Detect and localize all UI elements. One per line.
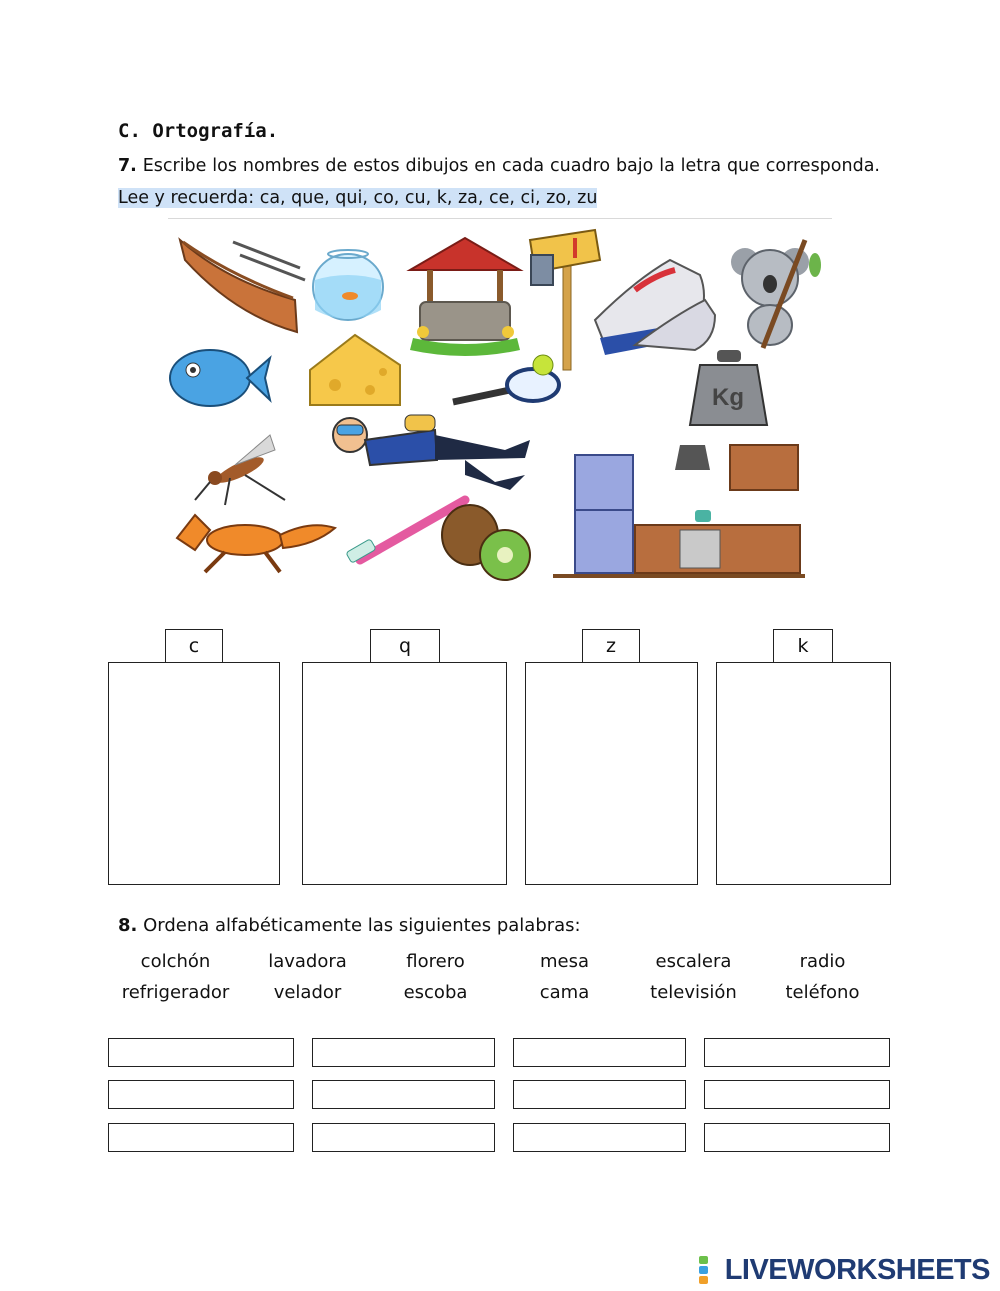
answer-box-k[interactable]: [716, 662, 891, 885]
order-input[interactable]: [513, 1123, 686, 1152]
fish-icon: [170, 350, 270, 406]
word-item: televisión: [650, 982, 737, 1003]
order-input[interactable]: [312, 1038, 495, 1067]
fishbowl-icon: [313, 250, 383, 320]
word-item: teléfono: [785, 982, 860, 1003]
letter-tab-k: k: [773, 629, 833, 663]
well-icon: [410, 238, 520, 356]
question-7-instructions: [118, 150, 880, 214]
diver-icon: [333, 415, 530, 490]
word-item: cama: [539, 982, 590, 1003]
weight-icon: [690, 350, 767, 425]
question-7-text: Escribe los nombres de estos dibujos en cada cuadro bajo la letra que corresponda.: [142, 156, 880, 176]
liveworksheets-logo: [699, 1250, 990, 1290]
weight-label: Kg: [712, 384, 744, 411]
word-item: mesa: [539, 951, 590, 972]
answer-box-q[interactable]: [302, 662, 507, 885]
order-input[interactable]: [704, 1123, 890, 1152]
word-item: lavadora: [268, 951, 347, 972]
question-8-instructions: [118, 915, 581, 936]
order-input[interactable]: [513, 1038, 686, 1067]
word-item: florero: [406, 951, 465, 972]
question-7-highlight: Lee y recuerda: ca, que, qui, co, cu, k, za, ce, ci, zo, zu: [118, 188, 598, 208]
word-item: radio: [799, 951, 846, 972]
sneakers-icon: [595, 260, 715, 355]
order-input[interactable]: [513, 1080, 686, 1109]
question-8-number: 8.: [118, 915, 138, 936]
answer-box-c[interactable]: [108, 662, 280, 885]
racket-icon: [453, 355, 559, 402]
answer-box-z[interactable]: [525, 662, 698, 885]
order-input[interactable]: [704, 1038, 890, 1067]
brand-name: LIVEWORKSHEETS: [724, 1253, 990, 1286]
pictures-panel: [165, 220, 835, 590]
letter-tab-q: q: [370, 629, 440, 663]
kitchen-icon: [553, 445, 805, 576]
order-input[interactable]: [108, 1123, 294, 1152]
question-8-text: Ordena alfabéticamente las siguientes palabras:: [143, 915, 581, 936]
fox-icon: [177, 515, 335, 572]
question-7-number: 7.: [118, 156, 137, 176]
koala-icon: [731, 240, 821, 348]
divider: [168, 218, 832, 219]
canoe-icon: [180, 240, 305, 332]
word-item: escoba: [403, 982, 468, 1003]
mailbox-icon: [530, 230, 600, 370]
mosquito-icon: [195, 435, 285, 505]
section-title: C. Ortografía.: [118, 120, 279, 142]
letter-tab-c: c: [165, 629, 223, 663]
word-item: colchón: [140, 951, 211, 972]
order-input[interactable]: [108, 1080, 294, 1109]
order-input[interactable]: [312, 1080, 495, 1109]
cheese-icon: [310, 335, 400, 405]
liveworksheets-mark-icon: [699, 1256, 721, 1284]
word-item: escalera: [655, 951, 732, 972]
kiwi-icon: [442, 505, 530, 580]
order-input[interactable]: [312, 1123, 495, 1152]
word-item: refrigerador: [121, 982, 230, 1003]
order-input[interactable]: [108, 1038, 294, 1067]
order-input[interactable]: [704, 1080, 890, 1109]
letter-tab-z: z: [582, 629, 640, 663]
word-item: velador: [273, 982, 342, 1003]
